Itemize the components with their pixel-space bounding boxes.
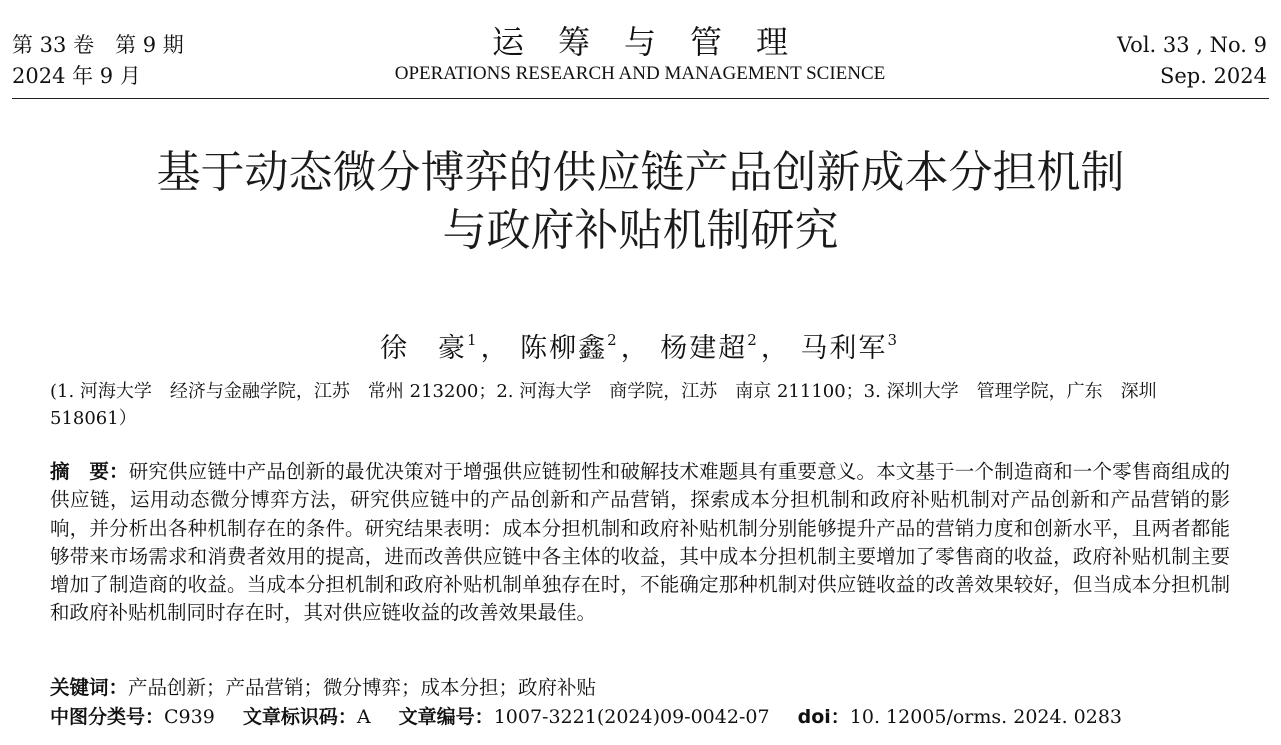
author-affil-mark: 1 bbox=[467, 331, 477, 349]
clc-label: 中图分类号： bbox=[50, 706, 165, 728]
author-name: 陈柳鑫 bbox=[520, 333, 608, 364]
clc-value: C939 bbox=[164, 706, 215, 728]
abstract-label: 摘 要： bbox=[50, 460, 129, 483]
doi-value[interactable]: 10. 12005/orms. 2024. 0283 bbox=[849, 706, 1123, 728]
keywords-label: 关键词： bbox=[50, 676, 129, 699]
title-line-2: 与政府补贴机制研究 bbox=[442, 205, 839, 256]
keywords bbox=[50, 674, 1230, 702]
issue-info bbox=[12, 30, 184, 92]
volume-number-en: Vol. 33 , No. 9 bbox=[1116, 33, 1267, 57]
issue-volume: 第 33 卷 第 9 期 bbox=[12, 33, 184, 57]
issue-info-en bbox=[1117, 30, 1267, 92]
article-number-value: 1007-3221(2024)09-0042-07 bbox=[493, 706, 770, 728]
affiliations: (1. 河海大学 经济与金融学院，江苏 常州 213200；2. 河海大学 商学院，江苏 南京 211100；3. 深圳大学 管理学院，广东 深圳 518061） bbox=[50, 381, 1157, 429]
journal-title-en: OPERATIONS RESEARCH AND MANAGEMENT SCIENCE bbox=[394, 63, 886, 84]
author-separator: ， bbox=[480, 333, 510, 364]
author-name: 马利军 bbox=[800, 333, 888, 364]
journal-title-cn: 运筹与管理 bbox=[491, 23, 822, 61]
issue-date: 2024 年 9 月 bbox=[12, 64, 141, 88]
article-number-label: 文章编号： bbox=[398, 706, 494, 728]
author-name: 徐 豪 bbox=[380, 333, 468, 364]
author-name: 杨建超 bbox=[660, 333, 748, 364]
doc-code-value: A bbox=[356, 706, 371, 728]
abstract bbox=[50, 458, 1230, 628]
author-separator: ， bbox=[760, 333, 790, 364]
doc-code-label: 文章标识码： bbox=[242, 706, 357, 728]
abstract-text: 研究供应链中产品创新的最优决策对于增强供应链韧性和破解技术难题具有重要意义。本文基于一个制造商和一个零售商组成的供应链，运用动态微分博弈方法，研究供应链中的产品创新和产品营销，探索成本分担机制和政府补贴机制对产品创新和产品营销的影响，并分析出各种机制存在的条件。研究结果表明：成本分担机制和政府补贴机制分别能够提升产品的营销力度和创新水平，且两者都能够带来市场需求和消费者效用的提高，进而改善供应链中各主体的收益，其中成本分担机制主要增加了零售商的收益，政府补贴机制主要增加了制造商的收益。当成本分担机制和政府补贴机制单独存在时，不能确定那种机制对供应链收益的改善效果较好，但当成本分担机制和政府补贴机制同时存在时，其对供应链收益的改善效果最佳。 bbox=[50, 460, 1230, 625]
author-affil-mark: 2 bbox=[607, 331, 617, 349]
issue-date-en: Sep. 2024 bbox=[1159, 64, 1267, 88]
article-title bbox=[0, 144, 1281, 260]
journal-masthead bbox=[340, 22, 940, 86]
title-line-1: 基于动态微分博弈的供应链产品创新成本分担机制 bbox=[156, 147, 1125, 198]
article-metadata bbox=[50, 703, 1230, 731]
doi-label: doi： bbox=[797, 706, 850, 728]
keywords-text: 产品创新；产品营销；微分博弈；成本分担；政府补贴 bbox=[128, 676, 597, 699]
header-rule bbox=[12, 98, 1269, 99]
author-affil-mark: 3 bbox=[887, 331, 897, 349]
author-separator: ， bbox=[620, 333, 650, 364]
author-affil-mark: 2 bbox=[747, 331, 757, 349]
author-list bbox=[0, 322, 1281, 367]
